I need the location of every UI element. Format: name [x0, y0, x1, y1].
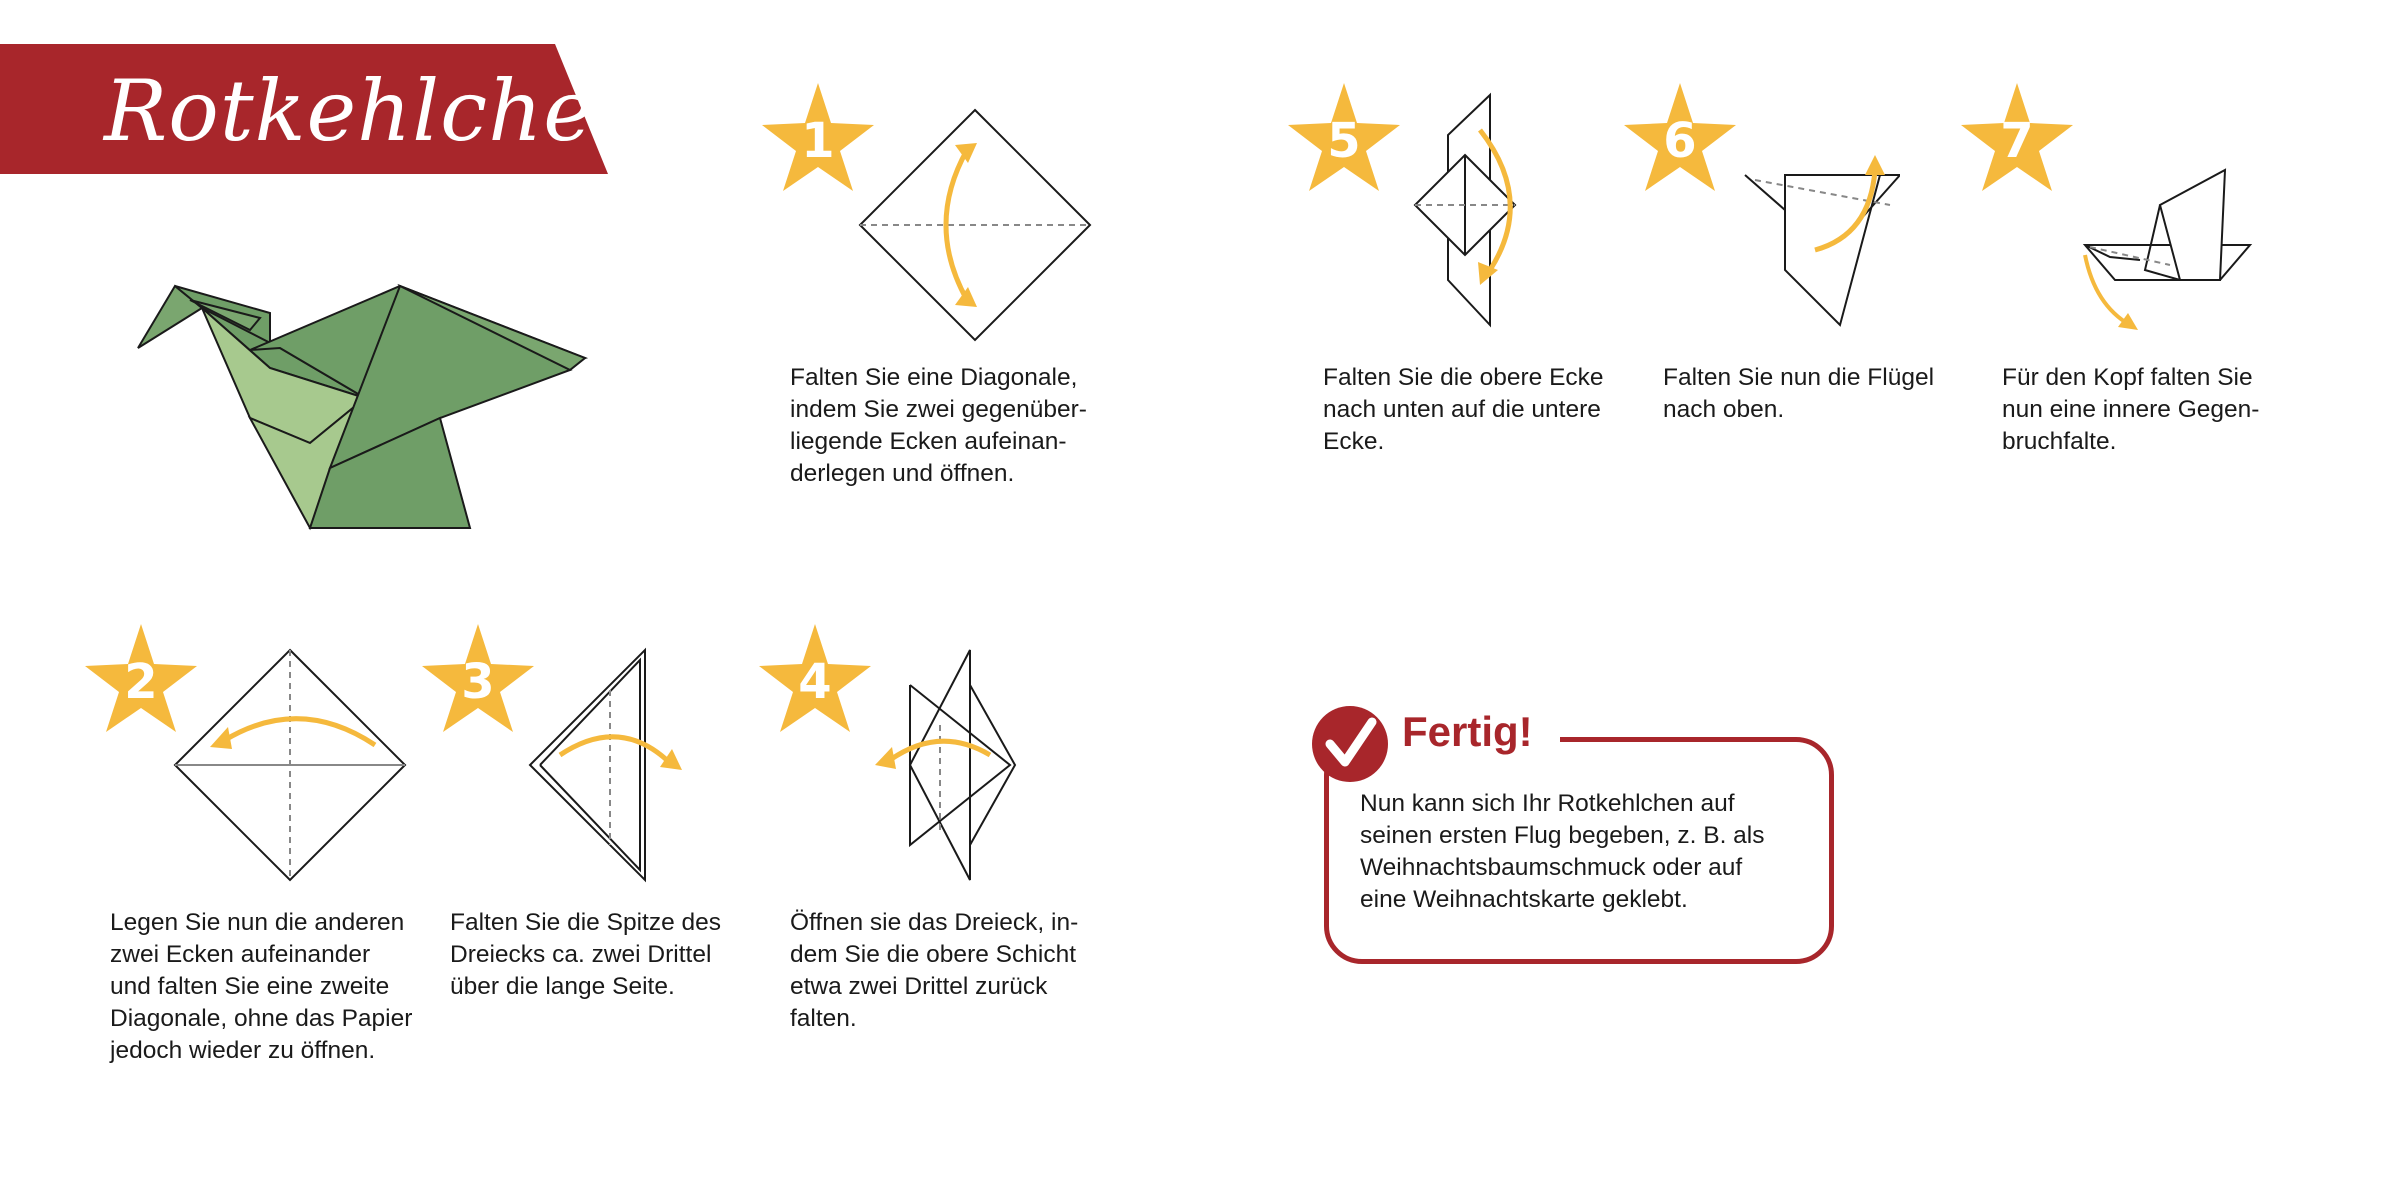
- step-2-text: Legen Sie nun die anderen zwei Ecken aufeinander und falten Sie eine zweite Diagonale, ohne das Papier jedoch wieder zu öffnen.: [110, 909, 413, 1064]
- finished-text: Nun kann sich Ihr Rotkehlchen auf seinen ersten Flug begeben, z. B. als Weihnachtsbaumschmuck oder auf eine Weihnachtskarte geklebt.: [1360, 790, 1765, 913]
- step-4-diagram: [860, 645, 1040, 885]
- step-7-diagram: [2070, 165, 2260, 335]
- step-6-number: 6: [1663, 113, 1697, 169]
- step-4-star: [757, 624, 873, 734]
- step-6-diagram: [1740, 150, 1900, 330]
- step-4-text: Öffnen sie das Dreieck, in- dem Sie die obere Schicht etwa zwei Drittel zurück falten.: [790, 909, 1079, 1032]
- step-3-star: [420, 624, 536, 734]
- step-1-diagram: [855, 105, 1095, 345]
- step-5-diagram: [1400, 90, 1550, 330]
- step-4-number: 4: [798, 654, 832, 710]
- step-1-text: Falten Sie eine Diagonale, indem Sie zwei gegenüber- liegende Ecken aufeinan- derlegen und öffnen.: [790, 364, 1087, 487]
- origami-bird-illustration: [130, 278, 600, 538]
- title-banner: [0, 44, 650, 174]
- step-7-star: [1959, 83, 2075, 193]
- step-2-number: 2: [124, 654, 158, 710]
- finished-title: Fertig!: [1402, 708, 1533, 755]
- step-5-text: Falten Sie die obere Ecke nach unten auf die untere Ecke.: [1323, 364, 1604, 455]
- step-1-number: 1: [801, 113, 835, 169]
- step-5-number: 5: [1327, 113, 1361, 169]
- step-7-text: Für den Kopf falten Sie nun eine innere Gegen- bruchfalte.: [2002, 364, 2260, 455]
- step-6-text: Falten Sie nun die Flügel nach oben.: [1663, 364, 1935, 423]
- step-3-diagram: [520, 645, 700, 885]
- step-6-star: [1622, 83, 1738, 193]
- page-title: Rotkehlchen: [104, 62, 650, 160]
- step-3-text: Falten Sie die Spitze des Dreiecks ca. zwei Drittel über die lange Seite.: [450, 909, 722, 1000]
- step-2-diagram: [170, 645, 410, 885]
- step-3-number: 3: [461, 654, 495, 710]
- step-5-star: [1286, 83, 1402, 193]
- step-7-number: 7: [2000, 113, 2034, 169]
- checkmark-icon: [1310, 704, 1390, 784]
